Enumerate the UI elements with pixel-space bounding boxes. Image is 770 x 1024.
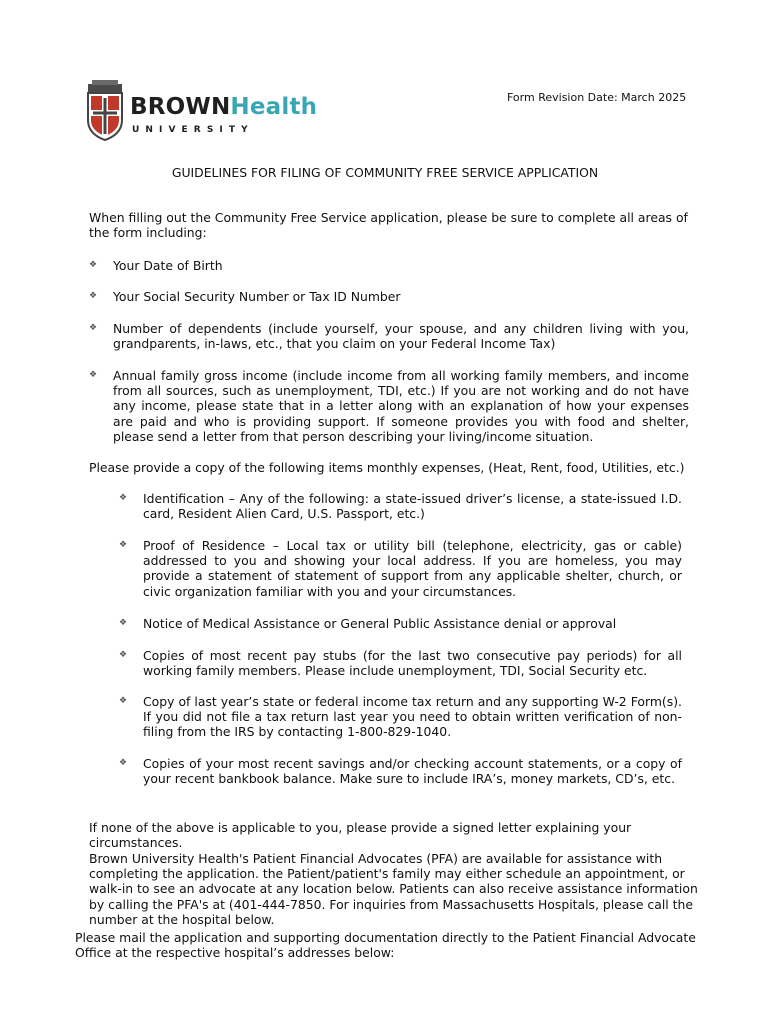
expenses-intro: Please provide a copy of the following items monthly expenses, (Heat, Rent, food, Utilities, etc.) [89,460,685,475]
crest-icon [84,80,126,142]
revision-date: Form Revision Date: March 2025 [507,91,687,104]
list-item: ❖ Proof of Residence – Local tax or utility bill (telephone, electricity, gas or cable) addressed to you and showing your local address. If you are homeless, you may provide a statement of statement of support from any applicable shelter, church, or civic organization familiar with you and your circumstances. [119,538,682,599]
list-item: ❖ Identification – Any of the following: a state-issued driver’s license, a state-issued I.D. card, Resident Alien Card, U.S. Passport, etc.) [119,491,682,522]
list-item: ❖ Copies of most recent pay stubs (for the last two consecutive pay periods) for all working family members. Please include unemployment, TDI, Social Security etc. [119,648,682,679]
diamond-bullet-icon: ❖ [89,323,98,333]
brown-health-logo [84,80,324,140]
list-item: ❖ Copy of last year’s state or federal income tax return and any supporting W-2 Form(s). If you did not file a tax return last year you need to obtain written verification of non-filing from the IRS by contacting 1-800-829-1040. [119,694,682,740]
page-title: GUIDELINES FOR FILING OF COMMUNITY FREE SERVICE APPLICATION [171,165,599,180]
diamond-bullet-icon: ❖ [89,370,98,380]
list-item: ❖ Annual family gross income (include income from all working family members, and income from all sources, such as unemployment, TDI, etc.) If you are not working and do not have any income, please state that in a letter along with an explanation of how your expenses are paid and who is providing support. If someone provides you with food and shelter, please send a letter from that person describing your living/income situation. [89,368,689,444]
diamond-bullet-icon: ❖ [119,650,128,660]
intro-paragraph: When filling out the Community Free Service application, please be sure to complete all areas of the form including: [89,210,688,241]
diamond-bullet-icon: ❖ [119,540,128,550]
list-item: ❖ Number of dependents (include yourself, your spouse, and any children living with you, grandparents, in-laws, etc., that you claim on your Federal Income Tax) [89,321,689,352]
brand-university: UNIVERSITY [132,125,254,135]
none-applicable-paragraph: If none of the above is applicable to you, please provide a signed letter explaining your circumstances. [89,820,632,851]
diamond-bullet-icon: ❖ [119,758,128,768]
list-item: ❖ Your Date of Birth [89,258,223,273]
mail-paragraph: Please mail the application and supporting documentation directly to the Patient Financial Advocate Office at the respective hospital’s addresses below: [75,930,696,961]
diamond-bullet-icon: ❖ [119,618,128,628]
list-item: ❖ Notice of Medical Assistance or General Public Assistance denial or approval [119,616,617,631]
diamond-bullet-icon: ❖ [119,493,128,503]
diamond-bullet-icon: ❖ [89,291,98,301]
pfa-paragraph: Brown University Health's Patient Financial Advocates (PFA) are available for assistance with completing the application. the Patient/patient's family may either schedule an appointment, or walk-in to see an advocate at any location below. Patients can also receive assistance information by calling the PFA's at (401-444-7850. For inquiries from Massachusetts Hospitals, please call the number at the hospital below. [89,851,698,927]
brand-wordmark: BROWNHealth [130,94,318,120]
list-item: ❖ Copies of your most recent savings and/or checking account statements, or a copy of your recent bankbook balance. Make sure to include IRA’s, money markets, CD’s, etc. [119,756,682,787]
diamond-bullet-icon: ❖ [89,260,98,270]
list-item: ❖ Your Social Security Number or Tax ID Number [89,289,401,304]
diamond-bullet-icon: ❖ [119,696,128,706]
